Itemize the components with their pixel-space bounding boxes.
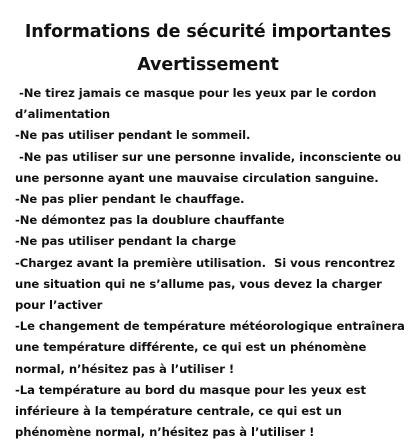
warning-list — [15, 83, 413, 443]
warning-item: -Le changement de température météorologique entraînera une température différente, ce qui est un phénomène normal, n’hésitez pas à l’utiliser ! — [15, 319, 409, 376]
warning-item: -Ne tirez jamais ce masque pour les yeux par le cordon d’alimentation — [15, 86, 381, 122]
warning-item: -Ne démontez pas la doublure chauffante — [15, 213, 285, 228]
warning-item: -Ne pas utiliser pendant le sommeil. — [15, 128, 251, 143]
document-title: Informations de sécurité importantes — [24, 22, 392, 42]
warning-item: -Ne pas utiliser sur une personne invalide, inconsciente ou une personne ayant une mauvaise circulation sanguine. — [15, 149, 406, 185]
warning-item: -La température au bord du masque pour les yeux est inférieure à la température centrale, ce qui est un phénomène normal, n’hésitez pas à l’utiliser ! — [15, 382, 370, 440]
warning-item: -Chargez avant la première utilisation. Si vous rencontrez une situation qui ne s’allume pas, vous devez la charger pour l’activer — [15, 255, 399, 313]
warning-heading: Avertissement — [137, 55, 279, 75]
warning-item: -Ne pas utiliser pendant la charge — [15, 234, 237, 249]
warning-item: -Ne pas plier pendant le chauffage. — [15, 192, 245, 207]
